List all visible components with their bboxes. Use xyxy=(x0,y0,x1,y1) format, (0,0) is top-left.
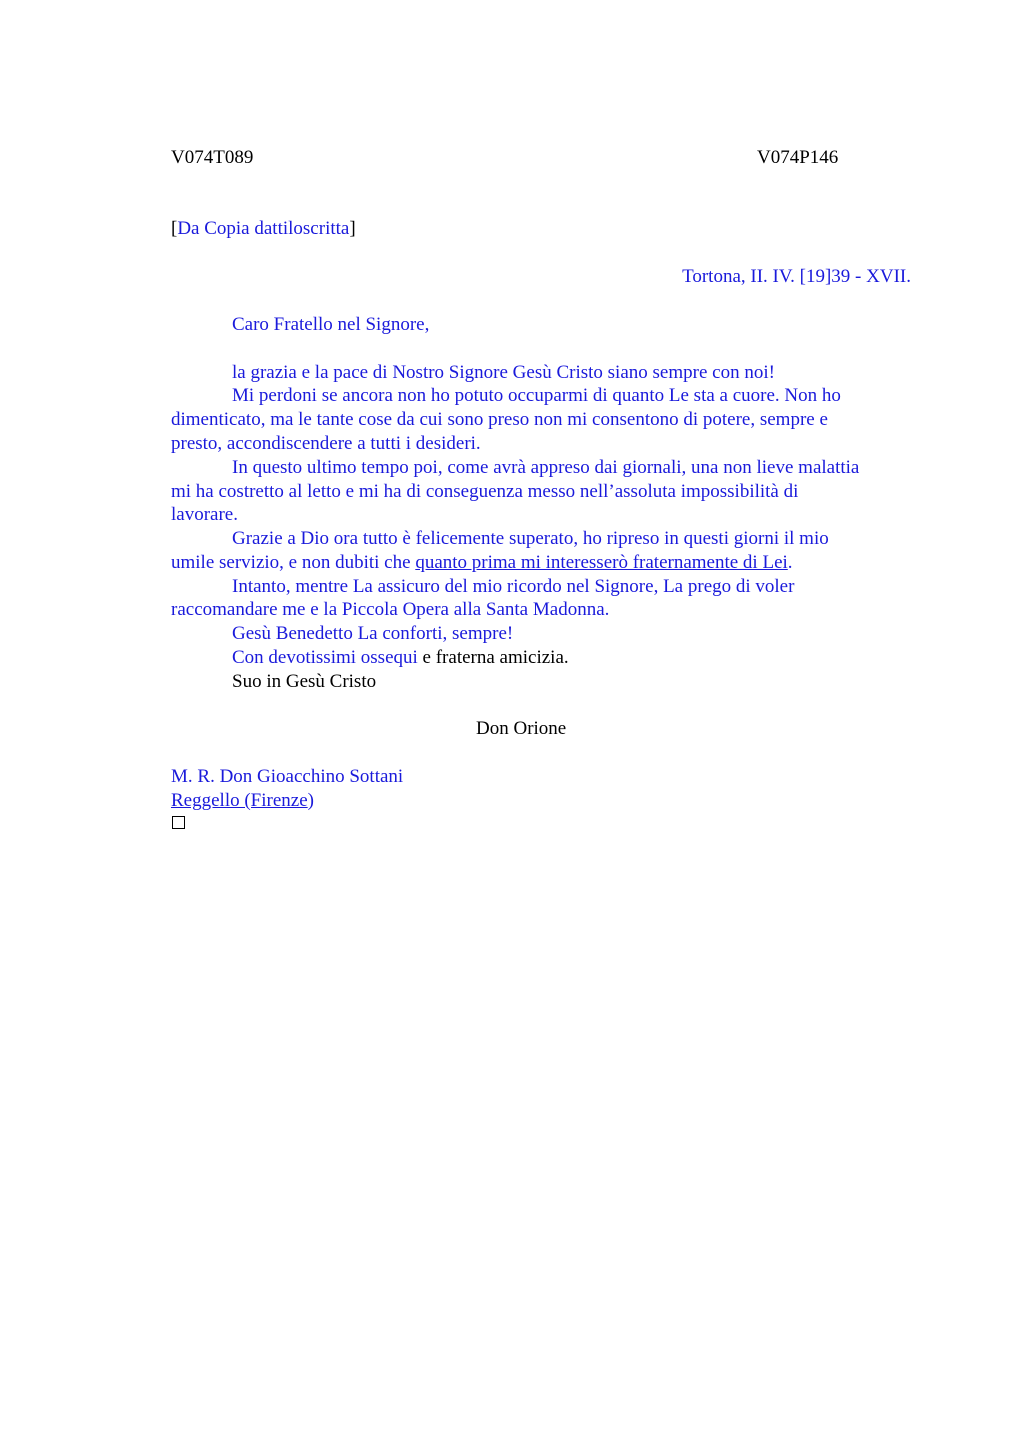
source-close-bracket: ] xyxy=(349,218,356,239)
body-line-12: Gesù Benedetto La conforti, sempre! xyxy=(232,623,514,644)
salutation: Caro Fratello nel Signore, xyxy=(232,314,430,335)
body-line-10: Intanto, mentre La assicuro del mio ricordo nel Signore, La prego di voler xyxy=(232,576,795,597)
addressee-place xyxy=(171,789,314,813)
body-line-1: la grazia e la pace di Nostro Signore Gesù Cristo siano sempre con noi! xyxy=(232,362,775,383)
body-line-2: Mi perdoni se ancora non ho potuto occuparmi di quanto Le sta a cuore. Non ho xyxy=(232,385,841,406)
body-line-13 xyxy=(232,646,569,670)
body-line-9c: . xyxy=(787,552,793,573)
body-line-8: Grazie a Dio ora tutto è felicemente superato, ho ripreso in questi giorni il mio xyxy=(232,528,829,549)
dateline-part3: ]39 - XVII. xyxy=(824,266,911,287)
body-line-13a: Con devotissimi ossequi xyxy=(232,647,418,668)
source-text: Da Copia dattiloscritta xyxy=(177,218,350,239)
signature: Don Orione xyxy=(476,718,567,739)
addressee-name: M. R. Don Gioacchino Sottani xyxy=(171,766,404,787)
body-line-9 xyxy=(171,551,793,575)
dateline-part2: 19 xyxy=(805,266,825,287)
body-line-13b: e fraterna amicizia. xyxy=(417,647,569,668)
header-right-code: V074P146 xyxy=(757,147,839,168)
header-left-code: V074T089 xyxy=(171,147,254,168)
dateline xyxy=(682,265,911,289)
source-open-bracket: [ xyxy=(171,218,178,239)
empty-checkbox-icon xyxy=(172,816,185,829)
underlined-phrase: quanto prima mi interesserò fraternamente di Lei xyxy=(415,552,788,573)
addressee-place-text: Reggello (Firenze xyxy=(171,790,308,811)
body-line-9a: umile servizio, e non dubiti che xyxy=(171,552,416,573)
body-line-3: dimenticato, ma le tante cose da cui sono preso non mi consentono di potere, sempre e xyxy=(171,409,828,430)
closing-line: Suo in Gesù Cristo xyxy=(232,671,377,692)
body-line-7: lavorare. xyxy=(171,504,238,525)
body-line-11: raccomandare me e la Piccola Opera alla Santa Madonna. xyxy=(171,599,610,620)
source-note xyxy=(171,217,356,241)
body-line-4: presto, accondiscendere a tutti i desideri. xyxy=(171,433,481,454)
dateline-part1: Tortona, II. IV. [ xyxy=(682,266,806,287)
body-line-5: In questo ultimo tempo poi, come avrà appreso dai giornali, una non lieve malattia xyxy=(232,457,860,478)
body-line-6: mi ha costretto al letto e mi ha di conseguenza messo nell’assoluta impossibilità di xyxy=(171,481,799,502)
addressee-place-close: ) xyxy=(307,790,314,811)
